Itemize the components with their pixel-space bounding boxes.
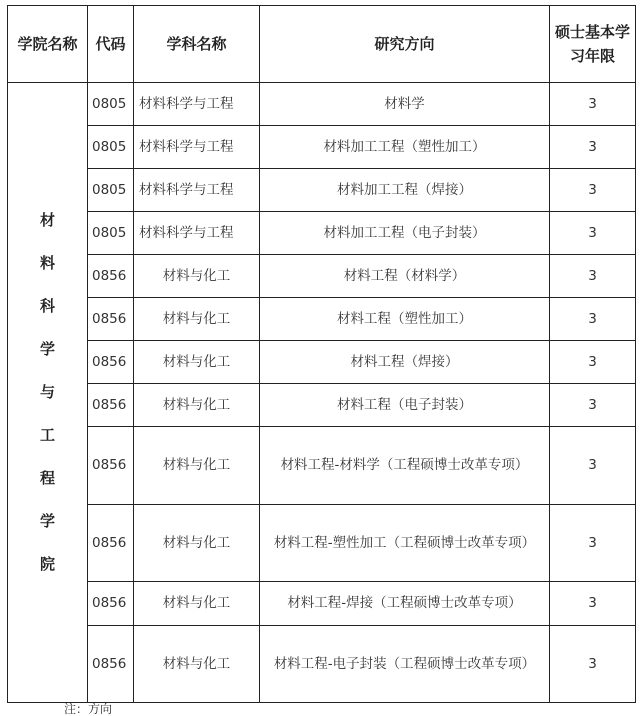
cell-direction: 材料工程（塑性加工） [260,298,550,341]
header-row [8,6,636,83]
cell-years: 3 [550,126,636,169]
table-row [8,169,636,212]
cell-subject: 材料与化工 [134,298,260,341]
cell-direction: 材料工程-电子封装（工程硕博士改革专项） [260,626,550,703]
college-name: 材料科学与工程学院 [39,211,55,573]
table-row [8,341,636,384]
cell-years: 3 [550,298,636,341]
cell-code: 0805 [88,212,134,255]
cell-subject: 材料科学与工程 [134,212,260,255]
cell-code: 0805 [88,126,134,169]
cell-subject: 材料科学与工程 [134,169,260,212]
cell-years: 3 [550,582,636,626]
header-direction: 研究方向 [260,6,550,83]
cell-code: 0856 [88,255,134,298]
table-row [8,83,636,126]
cell-subject: 材料与化工 [134,626,260,703]
header-college: 学院名称 [8,6,88,83]
header-years: 硕士基本学习年限 [550,6,636,83]
cell-code: 0805 [88,169,134,212]
cell-direction: 材料加工工程（电子封装） [260,212,550,255]
cell-years: 3 [550,255,636,298]
cell-direction: 材料加工工程（焊接） [260,169,550,212]
cell-direction: 材料工程-塑性加工（工程硕博士改革专项） [260,505,550,582]
program-table [7,5,636,703]
college-cell [8,83,88,703]
cell-years: 3 [550,384,636,427]
cell-code: 0856 [88,427,134,505]
cell-subject: 材料科学与工程 [134,83,260,126]
cell-subject: 材料科学与工程 [134,126,260,169]
cell-years: 3 [550,427,636,505]
cell-subject: 材料与化工 [134,505,260,582]
cell-subject: 材料与化工 [134,341,260,384]
cell-subject: 材料与化工 [134,255,260,298]
cell-direction: 材料工程-焊接（工程硕博士改革专项） [260,582,550,626]
cell-code: 0856 [88,582,134,626]
table-row [8,582,636,626]
cell-years: 3 [550,169,636,212]
cell-code: 0856 [88,505,134,582]
cell-years: 3 [550,341,636,384]
table-row [8,427,636,505]
table-row [8,126,636,169]
cell-years: 3 [550,626,636,703]
cell-code: 0856 [88,384,134,427]
cell-code: 0805 [88,83,134,126]
cell-code: 0856 [88,626,134,703]
header-subject: 学科名称 [134,6,260,83]
cell-subject: 材料与化工 [134,582,260,626]
cell-direction: 材料工程（焊接） [260,341,550,384]
cell-direction: 材料学 [260,83,550,126]
cell-direction: 材料工程-材料学（工程硕博士改革专项） [260,427,550,505]
cell-code: 0856 [88,298,134,341]
cell-direction: 材料工程（材料学） [260,255,550,298]
table-row [8,505,636,582]
table-row [8,255,636,298]
footer-note: 注：方向 [64,702,113,716]
table-row [8,626,636,703]
cell-direction: 材料工程（电子封装） [260,384,550,427]
table-row [8,384,636,427]
table-row [8,298,636,341]
cell-direction: 材料加工工程（塑性加工） [260,126,550,169]
table-row [8,212,636,255]
cell-subject: 材料与化工 [134,384,260,427]
header-code: 代码 [88,6,134,83]
cell-years: 3 [550,83,636,126]
cell-years: 3 [550,505,636,582]
cell-years: 3 [550,212,636,255]
cell-code: 0856 [88,341,134,384]
cell-subject: 材料与化工 [134,427,260,505]
